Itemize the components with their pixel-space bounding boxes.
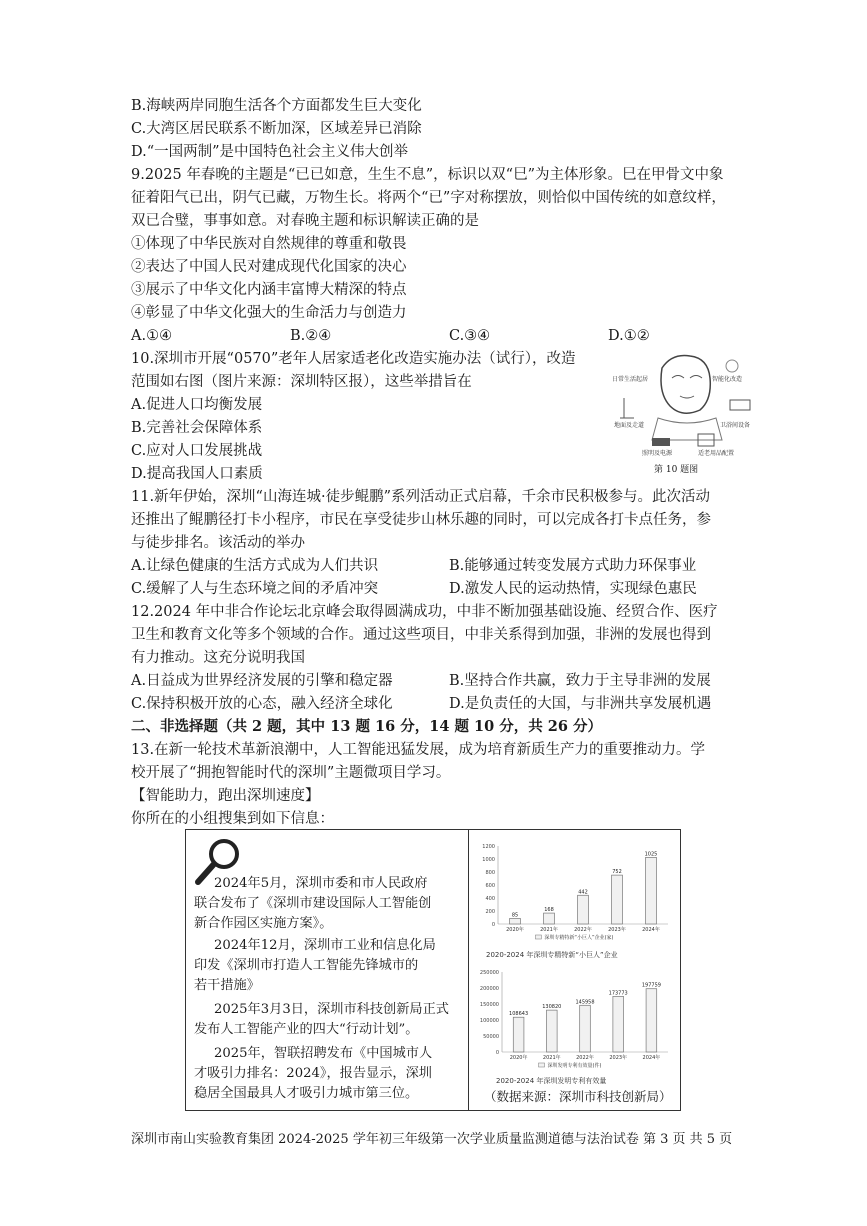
material-text: 若干措施》: [194, 978, 260, 993]
data-label: 108643: [509, 1011, 529, 1018]
q12-option-b: B.坚持合作共赢，致力于主导非洲的发展: [449, 673, 711, 689]
question-text: 征着阳气已出，阴气已藏，万物生长。将两个“已”字对称摆放，则恰似中国传统的如意纹样，: [131, 190, 726, 206]
bar: [646, 989, 657, 1052]
statement-1: ①体现了中华民族对自然规律的尊重和敬畏: [131, 236, 407, 252]
figure-label: 地面及走道: [614, 422, 645, 429]
question-text: 10.深圳市开展“0570”老年人居家适老化改造实施办法（试行），改造: [131, 351, 576, 367]
q10-option-b: B.完善社会保障体系: [131, 420, 263, 436]
q11-option-a: A.让绿色健康的生活方式成为人们共识: [131, 558, 379, 574]
x-tick-label: 2024年: [642, 927, 660, 933]
question-text: 11.新年伊始，深圳“山海连城·徒步鲲鹏”系列活动正式启幕，千余市民积极参与。此次活动: [131, 489, 710, 505]
bar: [580, 1005, 591, 1052]
page-footer: 深圳市南山实验教育集团 2024-2025 学年初三年级第一次学业质量监测道德与法治试卷 第 3 页 共 5 页: [131, 1132, 733, 1147]
bar: [646, 857, 657, 924]
y-tick-label: 150000: [479, 1002, 499, 1008]
x-tick-label: 2021年: [542, 1055, 561, 1061]
bar: [578, 895, 589, 924]
y-tick-label: 0: [495, 1050, 499, 1056]
chart2-title: 2020-2024 年深圳发明专利有效量: [496, 1077, 607, 1085]
question-text: 卫生和教育文化等多个领域的合作。通过这些项目，中非关系得到加强，非洲的发展也得到: [131, 627, 711, 643]
figure-label: 照明及电源: [642, 450, 673, 457]
material-text: 稳居全国最具人才吸引力城市第三位。: [194, 1086, 419, 1101]
x-tick-label: 2020年: [506, 927, 524, 933]
y-tick-label: 200000: [479, 986, 499, 992]
x-tick-label: 2020年: [509, 1055, 528, 1061]
data-label: 85: [511, 912, 519, 919]
data-label: 442: [578, 889, 588, 896]
question-text: 13.在新一轮技术革新浪潮中，人工智能迅猛发展，成为培育新质生产力的重要推动力。学: [131, 742, 706, 758]
q11-option-d: D.激发人民的运动热情，实现绿色惠民: [449, 581, 697, 597]
q10-figure: [612, 348, 772, 476]
data-source: （数据来源：深圳市科技创新局）: [484, 1089, 672, 1104]
material-text: 2025年3月3日，深圳市科技创新局正式: [214, 1002, 449, 1017]
x-tick-label: 2022年: [574, 927, 592, 933]
x-tick-label: 2021年: [540, 927, 558, 933]
y-tick-label: 1200: [482, 844, 495, 850]
x-tick-label: 2023年: [609, 1055, 628, 1061]
bar: [612, 875, 623, 924]
elderly-person-illustration: [612, 348, 772, 476]
x-tick-label: 2023年: [608, 927, 626, 933]
figure-label: 智能化改造: [712, 376, 743, 383]
q9-option-b: B.②④: [290, 328, 332, 344]
y-tick-label: 400: [485, 896, 495, 902]
sub-heading: 【智能助力，跑出深圳速度】: [131, 788, 320, 804]
bar: [544, 913, 555, 924]
y-tick-label: 200: [485, 909, 495, 915]
question-text: 12.2024 年中非合作论坛北京峰会取得圆满成功，中非不断加强基础设施、经贸合作、医疗: [131, 604, 718, 620]
question-text: 与徒步排名。该活动的举办: [131, 535, 305, 551]
y-tick-label: 100000: [479, 1018, 499, 1024]
question-text: 你所在的小组搜集到如下信息：: [131, 811, 334, 827]
legend-label: 深圳发明专利有效量(件): [547, 1063, 602, 1069]
bar: [613, 996, 624, 1052]
q12-option-d: D.是负责任的大国，与非洲共享发展机遇: [449, 696, 712, 712]
material-text: 联合发布了《深圳市建设国际人工智能创: [194, 896, 432, 911]
data-label: 145958: [575, 999, 595, 1006]
legend-swatch: [535, 935, 541, 939]
y-tick-label: 250000: [479, 970, 499, 976]
statement-3: ③展示了中华文化内涵丰富博大精深的特点: [131, 282, 407, 298]
material-text: 2025年，智联招聘发布《中国城市人: [214, 1046, 433, 1061]
y-tick-label: 50000: [483, 1034, 499, 1040]
q12-option-c: C.保持积极开放的心态，融入经济全球化: [131, 696, 393, 712]
figure-label: 日常生活起居: [612, 376, 649, 383]
data-label: 752: [612, 869, 622, 876]
option-line: C.大湾区居民联系不断加深，区域差异已消除: [131, 121, 422, 137]
q10-option-a: A.促进人口均衡发展: [131, 397, 263, 413]
legend-label: 深圳专精特新“小巨人”企业(家): [544, 935, 614, 941]
q9-option-d: D.①②: [608, 328, 650, 344]
question-text: 还推出了鲲鹏径打卡小程序，市民在享受徒步山林乐趣的同时，可以完成各打卡点任务，参: [131, 512, 711, 528]
question-text: 双已合璧，事事如意。对春晚主题和标识解读正确的是: [131, 213, 479, 229]
material-text: 新合作园区实施方案》。: [194, 916, 333, 931]
figure-label: 适老用品配置: [698, 450, 735, 457]
data-label: 130820: [542, 1004, 562, 1011]
data-label: 1025: [644, 851, 658, 858]
chart-small-giant-enterprises: [472, 838, 676, 948]
q11-option-b: B.能够通过转变发展方式助力环保事业: [449, 558, 697, 574]
option-line: B.海峡两岸同胞生活各个方面都发生巨大变化: [131, 98, 422, 114]
x-tick-label: 2022年: [576, 1055, 594, 1061]
data-label: 168: [544, 907, 554, 914]
q10-option-c: C.应对人口发展挑战: [131, 443, 263, 459]
statement-4: ④彰显了中华文化强大的生命活力与创造力: [131, 305, 407, 321]
y-tick-label: 600: [485, 883, 495, 889]
material-text: 2024年5月，深圳市委和市人民政府: [214, 876, 428, 891]
q10-option-d: D.提高我国人口素质: [131, 466, 263, 482]
material-text: 才吸引力排名：2024》，报告显示，深圳: [194, 1066, 432, 1081]
y-tick-label: 800: [485, 870, 495, 876]
q12-option-a: A.日益成为世界经济发展的引擎和稳定器: [131, 673, 393, 689]
q11-option-c: C.缓解了人与生态环境之间的矛盾冲突: [131, 581, 379, 597]
material-text: 印发《深圳市打造人工智能先锋城市的: [194, 958, 419, 973]
bar: [513, 1017, 524, 1052]
chart-patents: [472, 964, 676, 1076]
data-label: 173773: [608, 990, 628, 997]
question-text: 范围如右图（图片来源：深圳特区报），这些举措旨在: [131, 374, 472, 390]
figure-caption: 第 10 题图: [654, 465, 699, 475]
option-line: D.“一国两制”是中国特色社会主义伟大创举: [131, 144, 409, 160]
legend-swatch: [539, 1063, 545, 1067]
material-box: [185, 829, 681, 1111]
data-label: 197759: [641, 982, 661, 989]
question-text: 9.2025 年春晚的主题是“已已如意，生生不息”，标识以双“巳”为主体形象。巳在甲骨文中象: [131, 167, 724, 183]
y-tick-label: 0: [491, 922, 495, 928]
q9-option-c: C.③④: [449, 328, 491, 344]
q9-option-a: A.①④: [131, 328, 173, 344]
x-tick-label: 2024年: [642, 1055, 661, 1061]
chart1-title: 2020-2024 年深圳专精特新“小巨人”企业: [486, 951, 618, 959]
question-text: 校开展了“拥抱智能时代的深圳”主题微项目学习。: [131, 765, 451, 781]
bar: [510, 918, 521, 924]
material-text: 2024年12月，深圳市工业和信息化局: [214, 938, 436, 953]
material-text: 发布人工智能产业的四大“行动计划”。: [194, 1022, 419, 1037]
y-tick-label: 1000: [482, 857, 495, 863]
statement-2: ②表达了中国人民对建成现代化国家的决心: [131, 259, 407, 275]
figure-label: 卫浴间设备: [720, 422, 751, 429]
bar: [546, 1010, 557, 1052]
box-divider: [468, 830, 469, 1110]
question-text: 有力推动。这充分说明我国: [131, 650, 305, 666]
section-heading: 二、非选择题（共 2 题，其中 13 题 16 分，14 题 10 分，共 26 分）: [131, 718, 603, 735]
